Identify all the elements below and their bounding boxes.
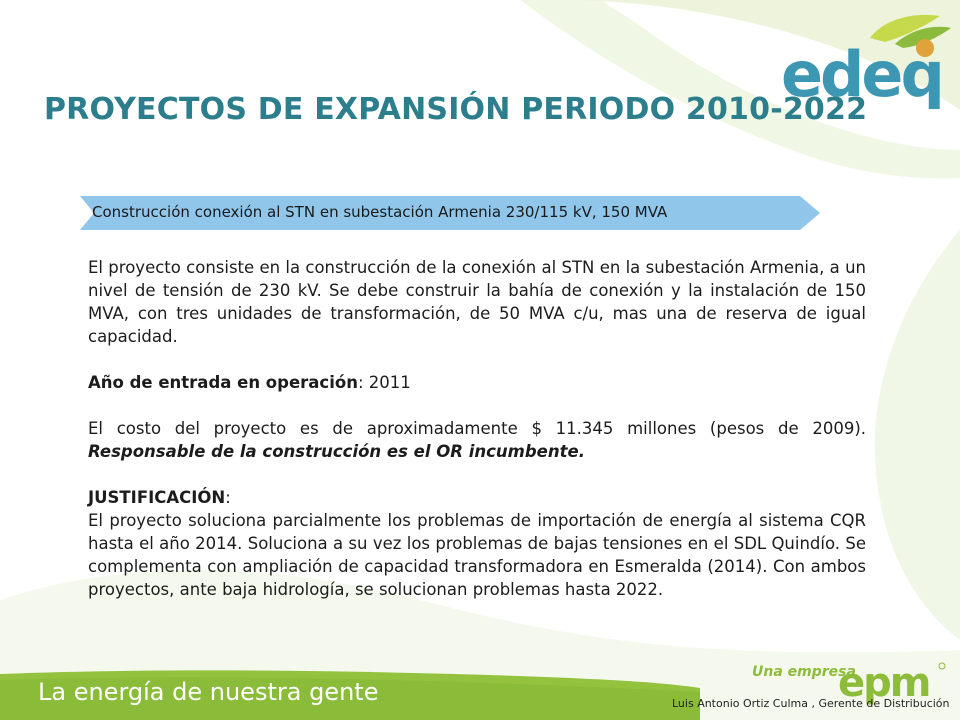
operation-year-value: 2011 xyxy=(363,373,411,392)
project-banner-title: Construcción conexión al STN en subestación Armenia 230/115 kV, 150 MVA xyxy=(92,203,668,221)
epm-logo-text: epm xyxy=(838,660,930,706)
project-description: El proyecto consiste en la construcción de la conexión al STN en la subestación Armenia, a un nivel de tensión de 230 kV. Se debe construir la bahía de conexión y la instalación de 150 MVA, con tres unidades de transformación, de 50 MVA c/u, mas una de reserva de igual capacidad. xyxy=(88,258,866,346)
operation-year-label: Año de entrada en operación xyxy=(88,373,358,392)
cost-emphasis: Responsable de la construcción es el OR incumbente. xyxy=(88,442,585,461)
footer-tagline: La energía de nuestra gente xyxy=(38,678,379,706)
justification-label: JUSTIFICACIÓN xyxy=(88,488,226,507)
operation-year-line xyxy=(88,371,866,394)
presenter-credit: Luis Antonio Ortiz Culma , Gerente de Distribución xyxy=(672,697,950,710)
edeq-logo-text: edeq xyxy=(781,38,942,111)
cost-paragraph xyxy=(88,417,866,463)
una-empresa-label: Una empresa xyxy=(752,664,856,680)
justification-colon: : xyxy=(225,488,231,507)
justification-text: El proyecto soluciona parcialmente los problemas de importación de energía al sistema CQR hasta el año 2014. Soluciona a su vez los problemas de bajas tensiones en el SDL Quindío. Se complementa con ampliación de capacidad transformadora en Esmeralda (2014). Con ambos proyectos, ante baja hidrología, se solucionan problemas hasta 2022. xyxy=(88,511,866,599)
justification-heading xyxy=(88,486,866,509)
page-title: PROYECTOS DE EXPANSIÓN PERIODO 2010-2022 xyxy=(44,92,868,127)
cost-text: El costo del proyecto es de aproximadamente $ 11.345 millones (pesos de 2009). xyxy=(88,419,866,438)
slide-body xyxy=(88,256,866,601)
operation-year-colon: : xyxy=(357,373,364,392)
